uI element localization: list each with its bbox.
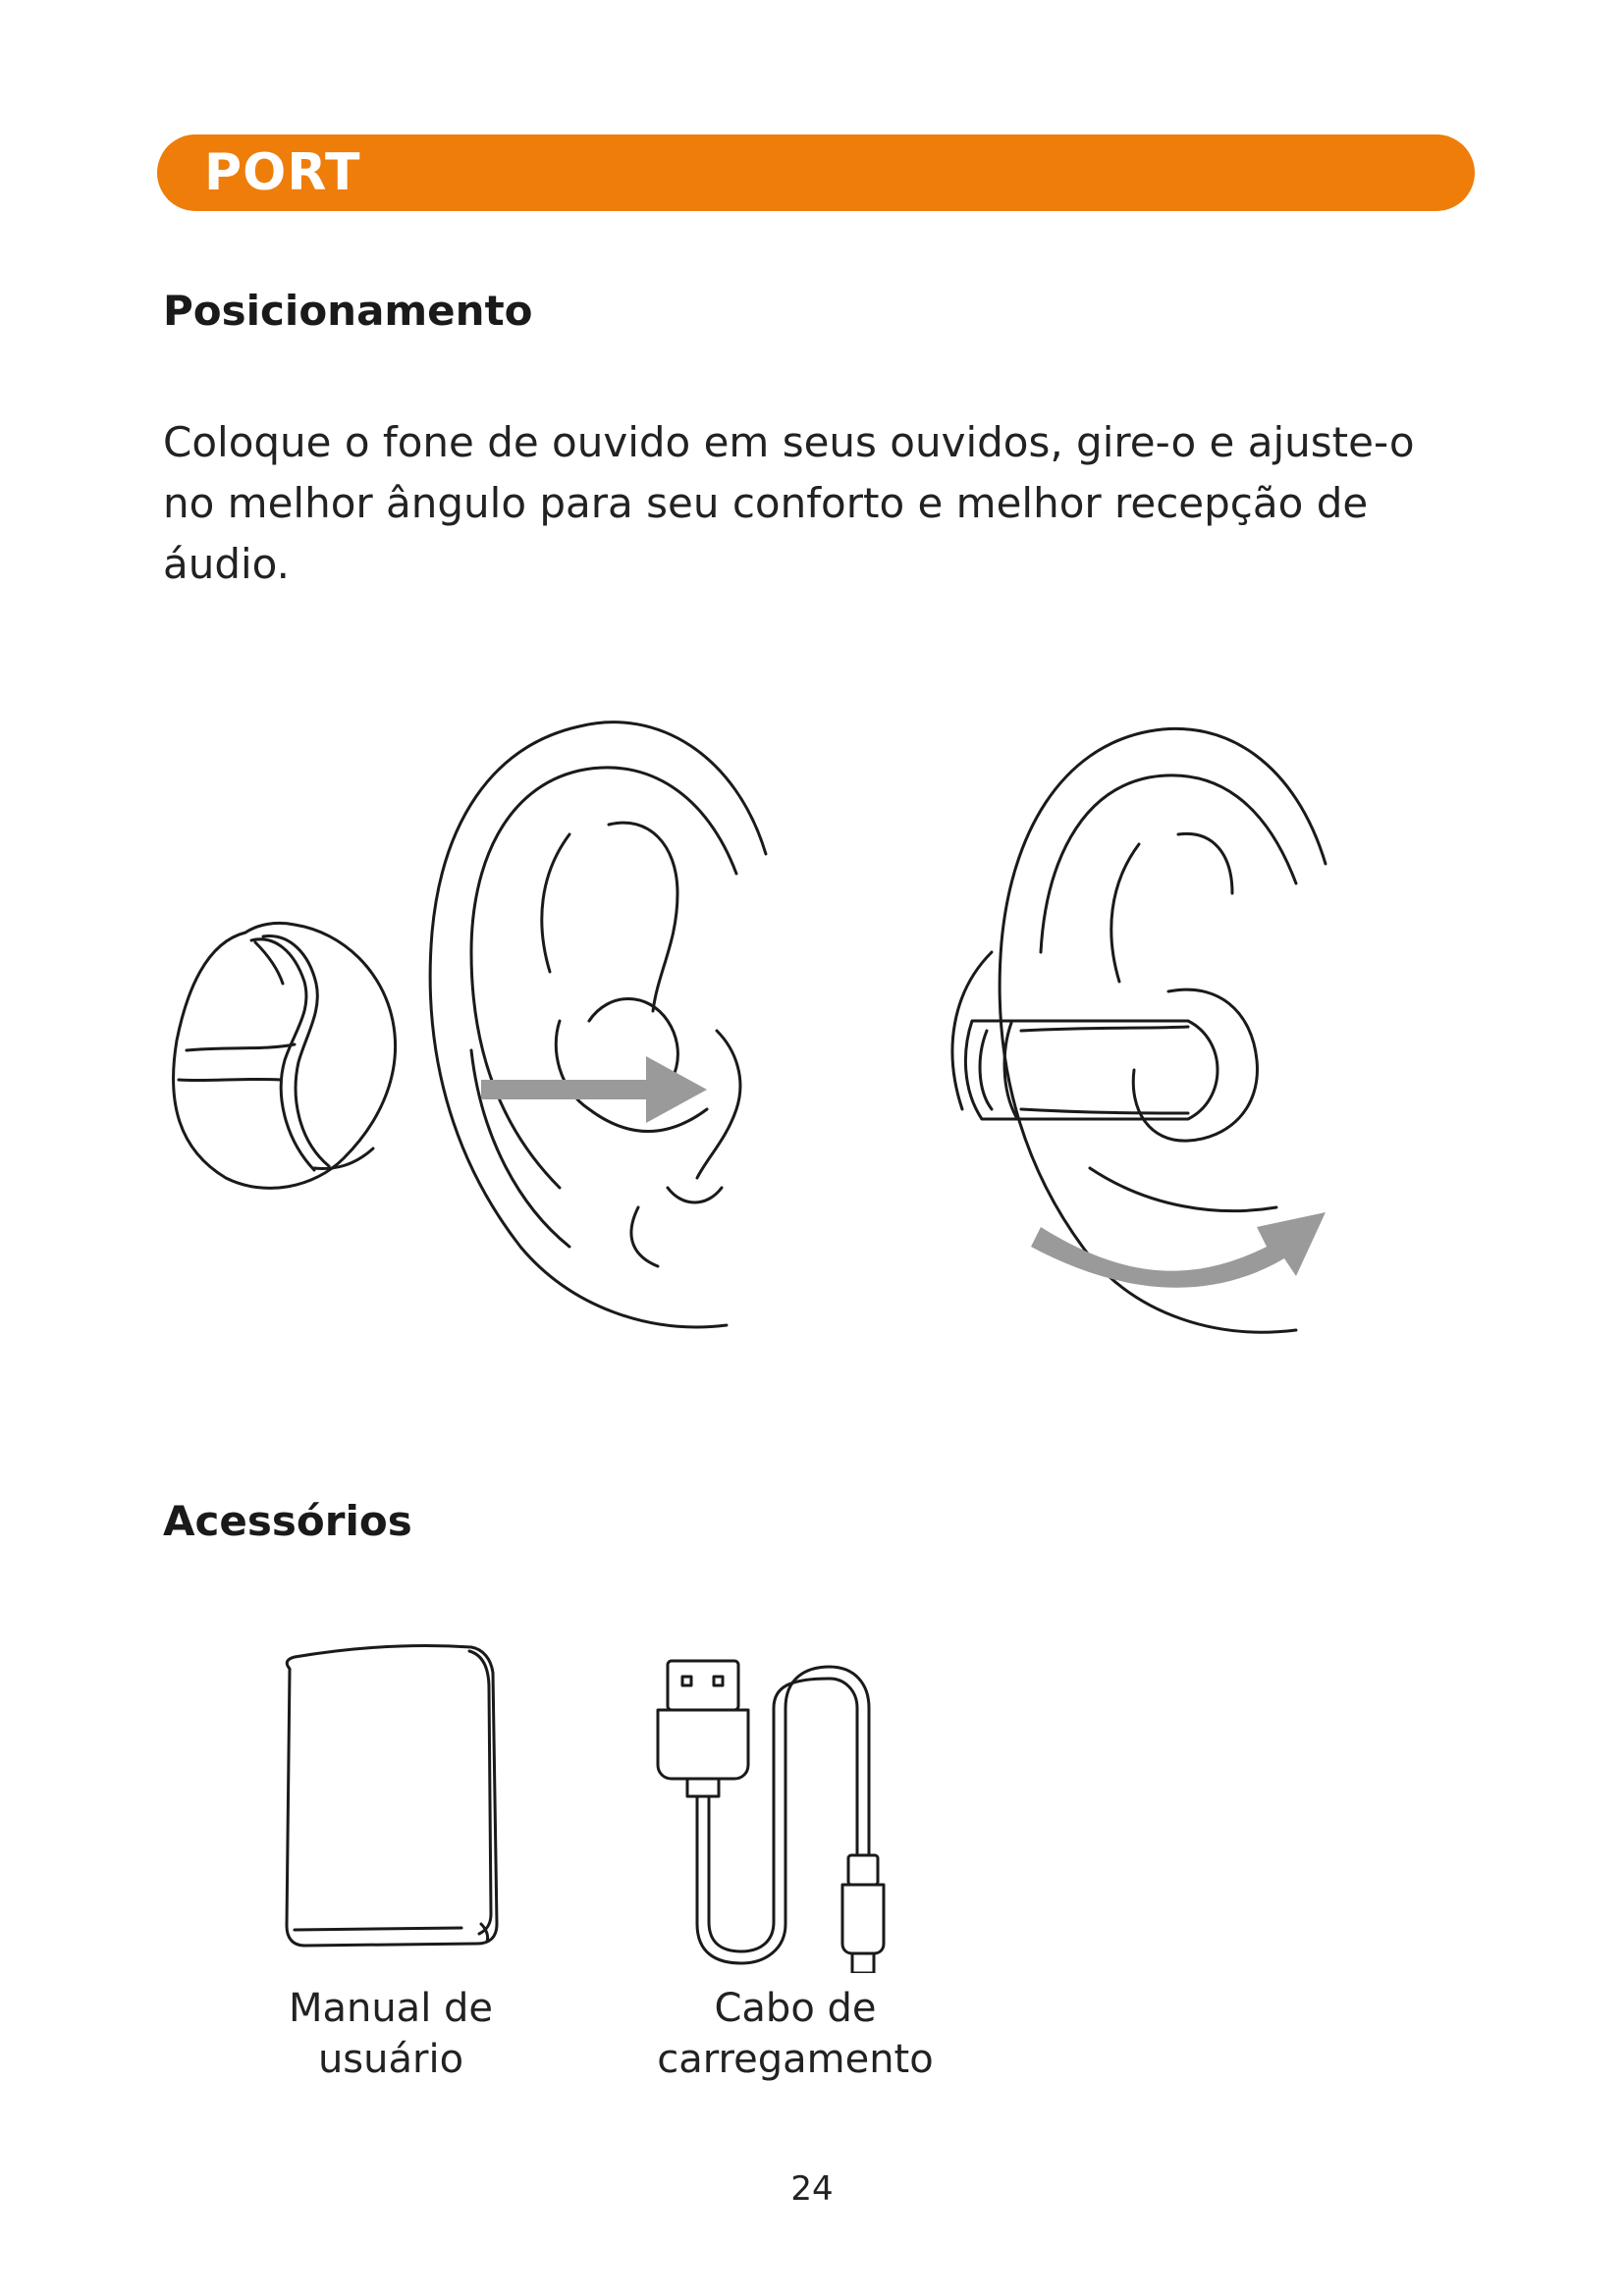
positioning-text: Coloque o fone de ouvido em seus ouvidos, gire-o e ajuste-o no melhor ângulo para seu conforto e melhor recepção de áudio. xyxy=(163,418,1415,588)
positioning-heading: Posicionamento xyxy=(163,287,533,335)
manual-caption-line2: usuário xyxy=(317,2037,464,2082)
page-number: 24 xyxy=(790,2169,834,2209)
usb-cable-icon xyxy=(648,1649,962,1973)
accessories-heading: Acessórios xyxy=(163,1497,412,1545)
manual-icon xyxy=(265,1629,511,1953)
manual-caption xyxy=(244,1983,538,2085)
manual-caption-line1: Manual de xyxy=(288,1986,494,2031)
earbud-icon xyxy=(167,913,412,1198)
cable-caption-line1: Cabo de xyxy=(714,1986,877,2031)
language-banner xyxy=(157,134,1475,211)
ear-rotate-icon xyxy=(893,697,1365,1345)
cable-caption-line2: carregamento xyxy=(657,2037,934,2082)
cable-caption xyxy=(628,1983,962,2085)
ear-insert-icon xyxy=(412,697,785,1345)
language-label: PORT xyxy=(204,143,361,202)
